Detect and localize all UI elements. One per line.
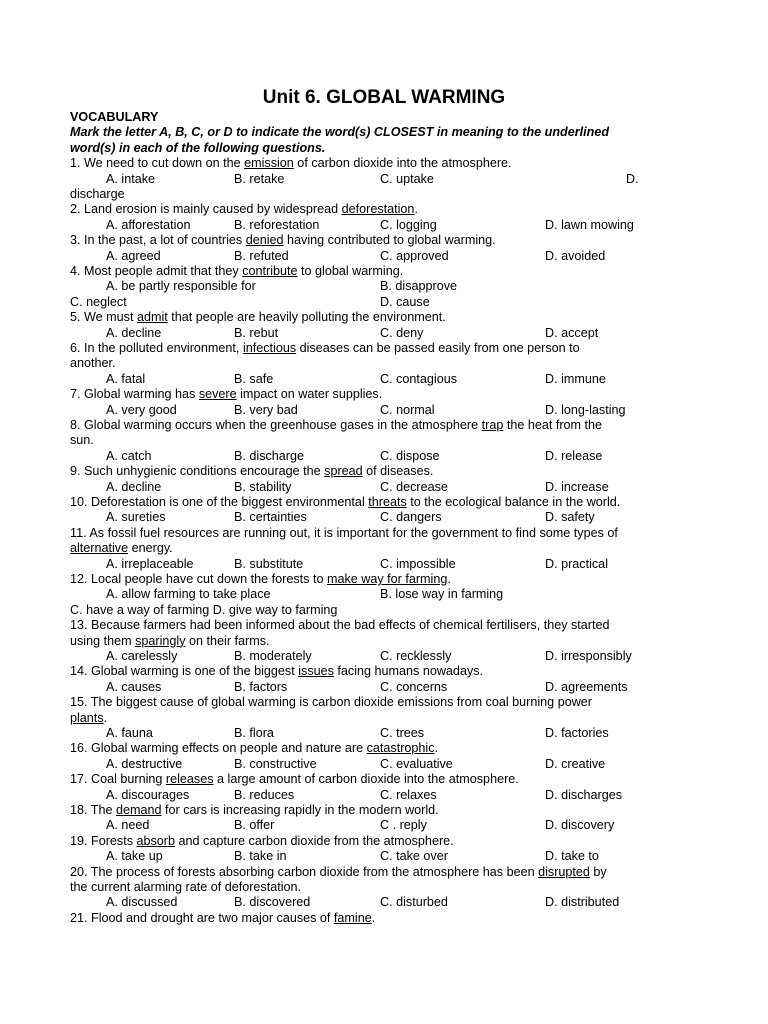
answer-option: B. rebut	[234, 325, 279, 340]
answer-option: A. take up	[106, 849, 163, 864]
answer-option: A. decline	[106, 325, 162, 340]
question-stem-line	[70, 772, 738, 787]
answer-option: D. take to	[545, 849, 599, 864]
answer-option: A. causes	[106, 679, 162, 694]
answer-option: C. disturbed	[380, 895, 448, 910]
answer-option: B. stability	[234, 479, 292, 494]
answer-option: B. disapprove	[380, 279, 458, 294]
question-stem-line	[70, 387, 738, 402]
underlined-word: absorb	[136, 833, 176, 848]
underlined-word: plants	[70, 710, 104, 725]
instruction-line: word(s) in each of the following questions.	[70, 140, 326, 155]
underlined-word: emission	[244, 156, 294, 171]
question-stem-line	[70, 495, 738, 510]
stem-text: a large amount of carbon dioxide into the atmosphere.	[213, 772, 519, 787]
answer-option: B. flora	[234, 726, 274, 740]
stem-text: the current alarming rate of deforestation.	[70, 880, 302, 894]
answer-option: D. practical	[545, 556, 608, 571]
stem-text: 16. Global warming effects on people and nature are	[70, 741, 367, 756]
answer-option: D. factories	[545, 726, 609, 740]
stem-text: 12. Local people have cut down the forests to	[70, 572, 327, 586]
stem-text: sun.	[70, 433, 94, 448]
underlined-word: deforestation	[341, 202, 415, 217]
answer-option: C. have a way of farming D. give way to farming	[70, 602, 338, 617]
stem-text: 8. Global warming occurs when the greenhouse gases in the atmosphere	[70, 418, 482, 432]
stem-text: 7. Global warming has	[70, 387, 199, 402]
answer-option: A. catch	[106, 448, 152, 463]
question-stem-line	[70, 865, 738, 880]
answer-option: D. increase	[545, 479, 609, 494]
underlined-word: disrupted	[538, 864, 590, 879]
answer-option: C. dispose	[380, 448, 440, 463]
answer-option: B. discovered	[234, 895, 311, 910]
question-stem-line	[70, 356, 738, 371]
underlined-word: make way for farming	[326, 572, 448, 586]
answer-option: D. creative	[545, 756, 606, 771]
answer-option: C. impossible	[380, 556, 456, 571]
stem-text: of carbon dioxide into the atmosphere.	[293, 156, 512, 171]
underlined-word: threats	[368, 495, 407, 509]
answer-option: B. refuted	[234, 248, 289, 263]
stem-text: 10. Deforestation is one of the biggest environmental	[70, 495, 369, 509]
answer-option: D. lawn mowing	[545, 217, 634, 232]
stem-text: and capture carbon dioxide from the atmosphere.	[175, 833, 454, 848]
stem-text: the heat from the	[503, 418, 603, 432]
question-stem-line	[70, 418, 738, 433]
answer-option: C. approved	[380, 248, 449, 263]
page-title: Unit 6. GLOBAL WARMING	[262, 87, 506, 108]
stem-text: facing humans nowadays.	[333, 664, 484, 679]
question-stem-line	[70, 880, 738, 895]
answer-option: C. trees	[380, 726, 425, 740]
answer-option: A. afforestation	[106, 217, 191, 232]
question-stem-line	[70, 541, 738, 556]
question-stem-line	[70, 341, 738, 356]
underlined-word: severe	[198, 387, 237, 402]
answer-option: B. constructive	[234, 756, 317, 771]
stem-text: for cars is increasing rapidly in the modern world.	[161, 803, 439, 817]
stem-text: .	[447, 572, 451, 586]
stem-text: 14. Global warming is one of the biggest	[70, 664, 299, 679]
stem-text: 9. Such unhygienic conditions encourage the	[70, 464, 325, 479]
answer-option: B. moderately	[234, 649, 312, 663]
stem-text: .	[371, 910, 376, 925]
question-stem-line	[70, 803, 738, 818]
answer-option: C . reply	[380, 818, 427, 833]
answer-option: C. recklessly	[380, 649, 452, 663]
question-stem-line	[70, 310, 738, 325]
stem-text: to the ecological balance in the world.	[406, 495, 621, 509]
answer-option: B. retake	[234, 171, 285, 186]
stem-text: that people are heavily polluting the environment.	[167, 310, 446, 325]
instruction-line: Mark the letter A, B, C, or D to indicate the word(s) CLOSEST in meaning to the underlined	[70, 125, 610, 140]
stem-text: 6. In the polluted environment,	[70, 341, 243, 355]
answer-option: C. neglect	[70, 294, 127, 309]
question-stem-line	[70, 526, 738, 541]
stem-text: diseases can be passed easily from one person to	[296, 341, 580, 355]
answer-option: D. safety	[545, 510, 595, 525]
answer-option: D. irresponsibly	[545, 649, 632, 663]
underlined-word: spread	[324, 464, 363, 479]
stem-text: .	[414, 202, 418, 217]
answer-option: D. agreements	[545, 679, 628, 694]
question-stem-line	[70, 695, 738, 710]
answer-option: A. agreed	[106, 248, 161, 263]
underlined-word: famine	[333, 910, 372, 925]
answer-option: B. take in	[234, 849, 287, 864]
answer-option: D. distributed	[545, 895, 620, 910]
section-heading: VOCABULARY	[70, 110, 159, 124]
stem-text: 4. Most people admit that they	[70, 264, 243, 278]
answer-option: C. normal	[380, 402, 435, 417]
answer-option: A. intake	[106, 171, 156, 186]
answer-option: A. fatal	[106, 371, 146, 386]
answer-option: B. reduces	[234, 787, 295, 802]
answer-option: D. long-lasting	[545, 402, 626, 417]
stem-text: .	[434, 741, 439, 756]
answer-option: D.	[626, 171, 639, 186]
underlined-word: infectious	[242, 341, 297, 355]
stem-text: another.	[70, 356, 116, 371]
stem-text: 20. The process of forests absorbing carbon dioxide from the atmosphere has been	[70, 864, 539, 879]
answer-option: B. lose way in farming	[380, 587, 504, 602]
answer-option: A. very good	[106, 402, 177, 417]
stem-text: 19. Forests	[70, 833, 137, 848]
question-stem-line	[70, 433, 738, 448]
stem-text: 3. In the past, a lot of countries	[70, 233, 246, 248]
underlined-word: admit	[136, 310, 168, 325]
underlined-word: releases	[165, 772, 214, 787]
answer-option: C. decrease	[380, 479, 448, 494]
answer-option: A. destructive	[106, 756, 183, 771]
answer-option: C. relaxes	[380, 787, 437, 802]
underlined-word: sparingly	[135, 633, 186, 648]
stem-text: 11. As fossil fuel resources are running out, it is important for the government to find some types of	[70, 525, 618, 540]
answer-option: D. avoided	[545, 248, 606, 263]
stem-text: having contributed to global warming.	[283, 233, 496, 248]
answer-option: D. accept	[545, 325, 599, 340]
stem-text: 1. We need to cut down on the	[70, 156, 245, 171]
answer-option: A. discussed	[106, 895, 178, 910]
answer-option: C. dangers	[380, 510, 442, 525]
answer-option: B. reforestation	[234, 217, 320, 232]
stem-text: 5. We must	[70, 310, 137, 325]
answer-option: B. substitute	[234, 556, 304, 571]
question-stem-line	[70, 156, 738, 171]
stem-text: 15. The biggest cause of global warming is carbon dioxide emissions from coal burning power	[70, 695, 592, 710]
answer-option: C. concerns	[380, 679, 448, 694]
question-stem-line	[70, 664, 738, 679]
answer-option: A. allow farming to take place	[106, 587, 271, 602]
question-stem-line	[70, 618, 738, 633]
question-stem-line	[70, 572, 738, 587]
question-stem-line	[70, 233, 738, 248]
answer-option: A. decline	[106, 479, 162, 494]
answer-option: B. factors	[234, 679, 288, 694]
stem-text: of diseases.	[362, 464, 434, 479]
stem-text: energy.	[128, 541, 173, 556]
question-stem-line	[70, 464, 738, 479]
answer-option: C. evaluative	[380, 756, 453, 771]
stem-text: using them	[70, 633, 136, 648]
answer-option: C. uptake	[380, 171, 434, 186]
answer-option: A. discourages	[106, 787, 190, 802]
answer-option: B. very bad	[234, 402, 298, 417]
stem-text: 17. Coal burning	[70, 772, 166, 787]
stem-text: 18. The	[70, 803, 116, 817]
underlined-word: demand	[115, 803, 162, 817]
answer-option: A. need	[106, 818, 150, 833]
question-stem-line	[70, 634, 738, 649]
answer-option: A. be partly responsible for	[106, 279, 256, 294]
underlined-word: denied	[245, 233, 284, 248]
answer-option: B. safe	[234, 371, 274, 386]
answer-option: D. immune	[545, 371, 606, 386]
underlined-word: issues	[298, 664, 334, 679]
answer-option: B. discharge	[234, 448, 305, 463]
answer-option: D. discovery	[545, 818, 615, 833]
answer-option: B. certainties	[234, 510, 307, 525]
stem-text: on their farms.	[185, 633, 270, 648]
underlined-word: trap	[481, 418, 504, 432]
answer-option: C. take over	[380, 849, 448, 864]
answer-option: C. logging	[380, 217, 437, 232]
question-stem-line	[70, 741, 738, 756]
answer-option: B. offer	[234, 818, 275, 833]
answer-option: D. discharges	[545, 787, 622, 802]
stem-text: by	[589, 864, 607, 879]
stem-text: impact on water supplies.	[236, 387, 383, 402]
stem-text: 21. Flood and drought are two major causes of	[70, 910, 334, 925]
underlined-word: catastrophic	[366, 741, 435, 756]
question-stem-line	[70, 834, 738, 849]
answer-option: C. contagious	[380, 371, 458, 386]
underlined-word: contribute	[242, 264, 298, 278]
answer-option: A. fauna	[106, 726, 153, 740]
question-stem-line	[70, 264, 738, 279]
answer-option: C. deny	[380, 325, 424, 340]
stem-text: to global warming.	[297, 264, 404, 278]
answer-option: A. sureties	[106, 510, 166, 525]
underlined-word: alternative	[70, 541, 129, 556]
answer-option: A. irreplaceable	[106, 556, 194, 571]
question-stem-line	[70, 911, 738, 926]
stem-text: 13. Because farmers had been informed about the bad effects of chemical fertilisers, they started	[70, 618, 610, 633]
stem-text: .	[103, 710, 108, 725]
question-stem-line	[70, 202, 738, 217]
stem-text: 2. Land erosion is mainly caused by widespread	[70, 202, 342, 217]
answer-option: D. release	[545, 448, 603, 463]
answer-option: discharge	[70, 187, 125, 201]
answer-option: D. cause	[380, 294, 430, 309]
answer-option: A. carelessly	[106, 649, 178, 663]
question-stem-line	[70, 711, 738, 726]
